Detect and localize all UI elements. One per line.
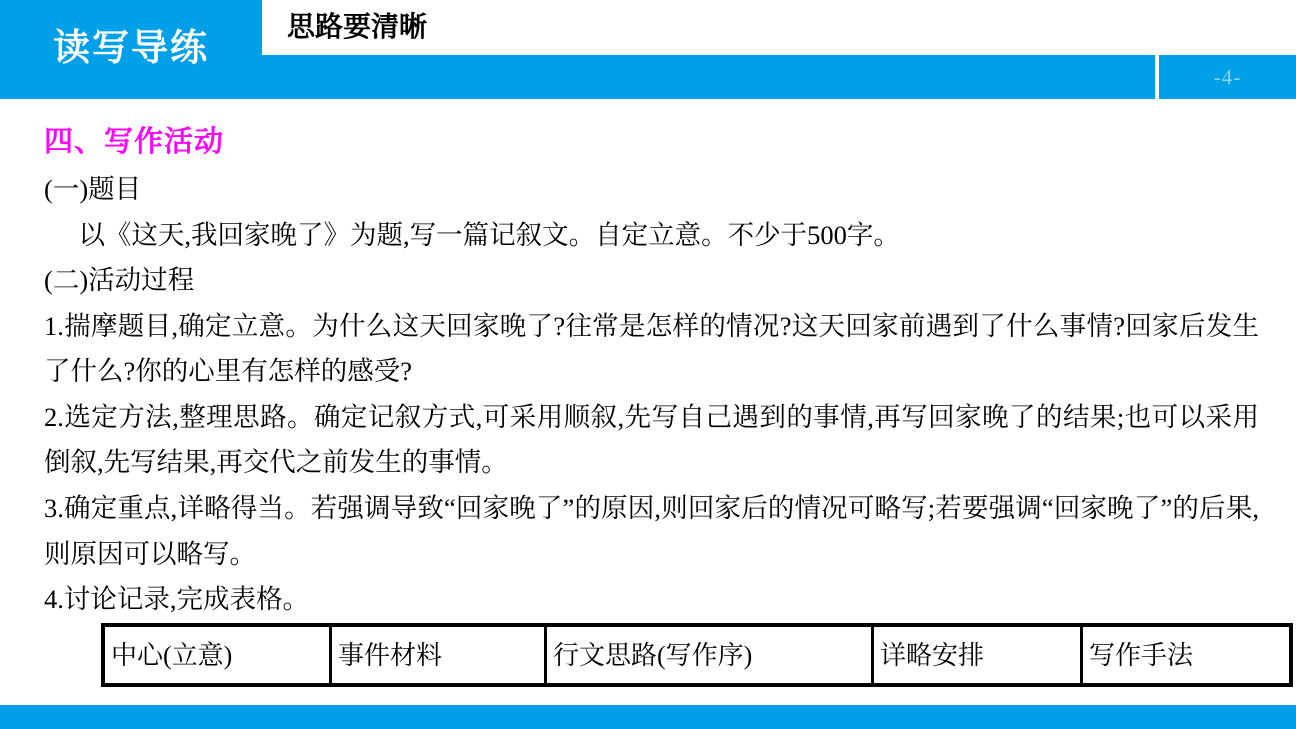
paragraph-step-4: 4.讨论记录,完成表格。 bbox=[44, 584, 309, 615]
activity-table bbox=[101, 623, 1293, 687]
slide-header bbox=[0, 0, 1296, 99]
page-number: -4- bbox=[1213, 64, 1242, 89]
header-accent-bar bbox=[262, 55, 1155, 99]
table-header-cell-material: 事件材料 bbox=[331, 625, 546, 685]
table-header-cell-center: 中心(立意) bbox=[103, 625, 331, 685]
paragraph-step-1: 1.揣摩题目,确定立意。为什么这天回家晚了?往常是怎样的情况?这天回家前遇到了什么事情?回家后发生了什么?你的心里有怎样的感受? bbox=[44, 310, 1259, 387]
table-header-cell-detail: 详略安排 bbox=[873, 625, 1082, 685]
paragraph-step-3: 3.确定重点,详略得当。若强调导致“回家晚了”的原因,则回家后的情况可略写;若要强调“回家晚了”的后果,则原因可以略写。 bbox=[44, 493, 1259, 569]
slide-title: 思路要清晰 bbox=[287, 11, 428, 42]
brand-logo-block bbox=[0, 0, 262, 99]
paragraph-topic-text: 以《这天,我回家晚了》为题,写一篇记叙文。自定立意。不少于500字。 bbox=[78, 219, 900, 250]
table-row bbox=[103, 625, 1291, 685]
brand-logo-text: 读写导练 bbox=[53, 27, 209, 68]
paragraph-process-label: (二)活动过程 bbox=[44, 265, 195, 296]
table-header-cell-structure: 行文思路(写作序) bbox=[546, 625, 873, 685]
paragraph-topic-label: (一)题目 bbox=[44, 174, 142, 204]
section-heading: 四、写作活动 bbox=[44, 126, 225, 158]
table-header-cell-technique: 写作手法 bbox=[1082, 625, 1292, 685]
activity-table-wrapper bbox=[101, 623, 1213, 687]
slide-content bbox=[0, 99, 1296, 699]
paragraph-step-2: 2.选定方法,整理思路。确定记叙方式,可采用顺叙,先写自己遇到的事情,再写回家晚了的结果;也可以采用倒叙,先写结果,再交代之前发生的事情。 bbox=[44, 401, 1259, 478]
slide-footer-bar bbox=[0, 705, 1296, 729]
page-number-block bbox=[1159, 55, 1296, 99]
body-text-block bbox=[44, 167, 1259, 623]
